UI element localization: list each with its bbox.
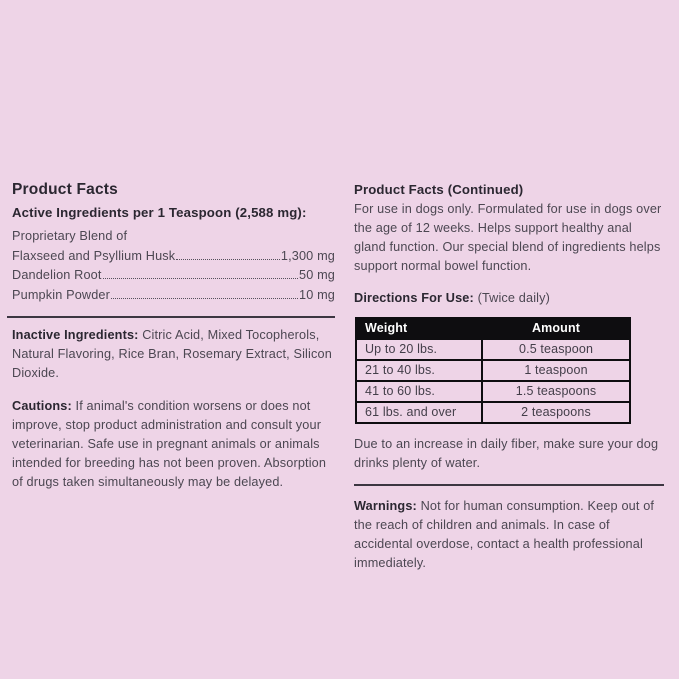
cautions-paragraph (12, 397, 335, 492)
ingredient-row (12, 286, 335, 306)
ingredient-row (12, 247, 335, 267)
ingredient-amount: 1,300 mg (280, 248, 335, 263)
cautions-label: Cautions: (12, 399, 72, 413)
directions-line (354, 289, 664, 308)
dotted-leader (176, 259, 280, 260)
dosage-table (355, 317, 631, 424)
table-row (356, 381, 630, 402)
weight-cell: Up to 20 lbs. (356, 339, 482, 360)
inactive-ingredients-label: Inactive Ingredients: (12, 328, 139, 342)
ingredient-amount: 10 mg (298, 287, 335, 302)
amount-cell: 0.5 teaspoon (482, 339, 630, 360)
ingredient-name: Dandelion Root (12, 268, 102, 282)
amount-column-header: Amount (482, 318, 630, 339)
left-column (12, 180, 335, 492)
left-divider (7, 316, 335, 318)
dotted-leader (111, 298, 298, 299)
amount-cell: 1 teaspoon (482, 360, 630, 381)
weight-cell: 21 to 40 lbs. (356, 360, 482, 381)
directions-note: (Twice daily) (473, 291, 551, 305)
dotted-leader (103, 278, 298, 279)
cautions-text: If animal's condition worsens or does not improve, stop product administration and consult your veterinarian. Safe use in pregnant animals or animals intended for breeding has not been proven. Absorption of drugs taken simultaneously may be delayed. (12, 399, 327, 489)
weight-cell: 41 to 60 lbs. (356, 381, 482, 402)
directions-label: Directions For Use: (354, 291, 474, 305)
table-row (356, 402, 630, 423)
ingredient-list (12, 227, 335, 305)
continued-title: Product Facts (Continued) (354, 182, 524, 197)
dosage-table-header (356, 318, 630, 339)
inactive-ingredients-paragraph (12, 326, 335, 383)
right-column (354, 180, 664, 573)
page-title: Product Facts (12, 181, 118, 198)
ingredient-name: Flaxseed and Psyllium Husk (12, 248, 176, 263)
table-row (356, 339, 630, 360)
water-note: Due to an increase in daily fiber, make sure your dog drinks plenty of water. (354, 437, 659, 470)
table-row (356, 360, 630, 381)
right-divider (354, 484, 664, 486)
amount-cell: 2 teaspoons (482, 402, 630, 423)
weight-column-header: Weight (356, 318, 482, 339)
ingredient-row (12, 266, 335, 286)
inactive-ingredients-text: Citric Acid, Mixed Tocopherols, Natural Flavoring, Rice Bran, Rosemary Extract, Silicon Dioxide. (12, 328, 332, 380)
active-ingredients-heading: Active Ingredients per 1 Teaspoon (2,588 mg): (12, 205, 307, 220)
warnings-text: Not for human consumption. Keep out of the reach of children and animals. In case of accidental overdose, contact a health professional immediately. (354, 499, 655, 570)
blend-intro: Proprietary Blend of (12, 229, 128, 243)
usage-intro-paragraph: For use in dogs only. Formulated for use in dogs over the age of 12 weeks. Helps support healthy anal gland function. Our special blend of ingredients helps support normal bowel function. (354, 202, 662, 273)
warnings-label: Warnings: (354, 499, 417, 513)
ingredient-amount: 50 mg (298, 268, 335, 282)
weight-cell: 61 lbs. and over (356, 402, 482, 423)
warnings-paragraph (354, 497, 664, 573)
ingredient-name: Pumpkin Powder (12, 287, 111, 302)
amount-cell: 1.5 teaspoons (482, 381, 630, 402)
